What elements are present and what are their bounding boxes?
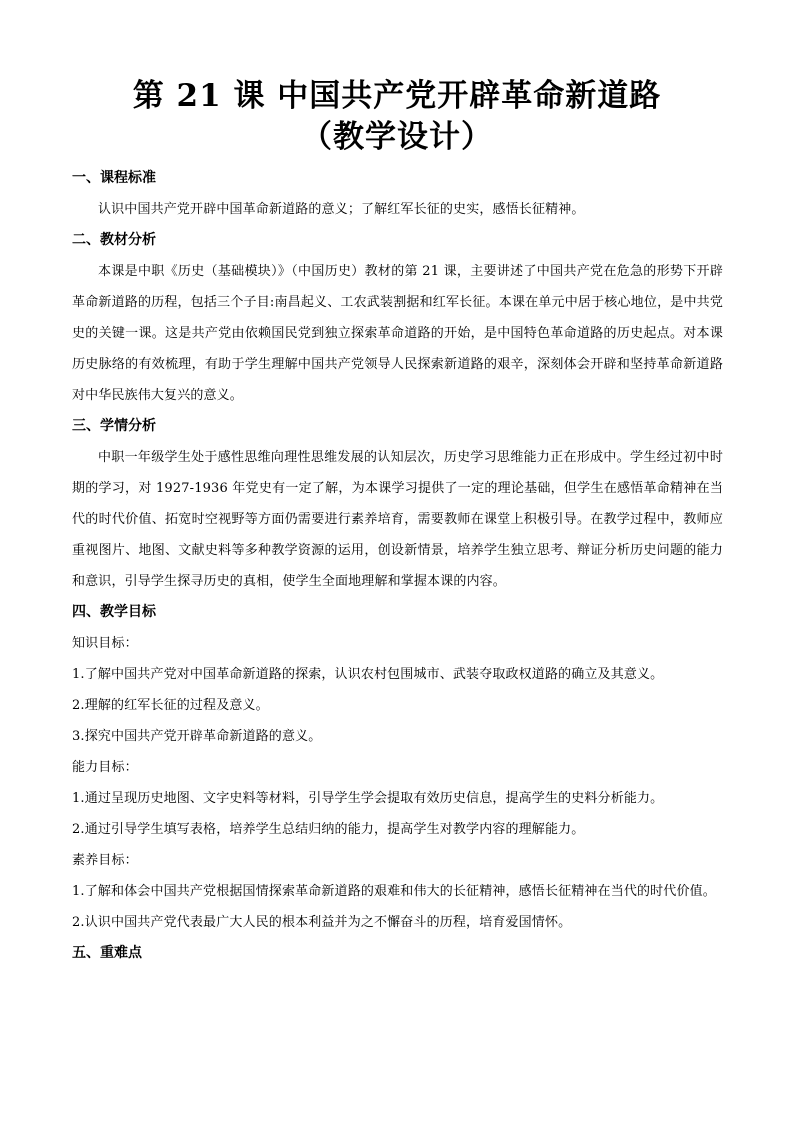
literacy-objective-item: 2.认识中国共产党代表最广大人民的根本利益并为之不懈奋斗的历程，培育爱国情怀。 [72, 915, 572, 930]
textbook-analysis-paragraph: 本课是中职《历史（基础模块）》（中国历史）教材的第 21 课，主要讲述了中国共产党在危急的形势下开辟革命新道路的历程，包括三个子目:南昌起义、工农武装割据和红军长征。本课在单元中居于核心地位，是中共党史的关键一课。这是共产党由依赖国民党到独立探索革命道路的开始，是中国特色革命道路的历史起点。对本课历史脉络的有效梳理，有助于学生理解中国共产党领导人民探索新道路的艰辛，深刻体会开辟和坚持革命新道路对中华民族伟大复兴的意义。 [72, 264, 723, 403]
section-heading-teaching-objectives: 四、教学目标 [72, 604, 156, 620]
knowledge-objective-item: 2.理解的红军长征的过程及意义。 [72, 698, 269, 713]
page-title: 第 21 课 中国共产党开辟革命新道路 [132, 78, 662, 114]
knowledge-objectives-label: 知识目标： [72, 636, 138, 651]
ability-objectives-label: 能力目标： [72, 760, 138, 775]
ability-objective-item: 2.通过引导学生填写表格，培养学生总结归纳的能力，提高学生对教学内容的理解能力。 [72, 822, 585, 837]
section-heading-student-analysis: 三、学情分析 [72, 418, 156, 434]
ability-objective-item: 1.通过呈现历史地图、文字史料等材料，引导学生学会提取有效历史信息，提高学生的史料分析能力。 [72, 791, 664, 806]
document-body [72, 163, 723, 969]
curriculum-standard-paragraph: 认识中国共产党开辟中国革命新道路的意义；了解红军长征的史实，感悟长征精神。 [98, 202, 585, 217]
knowledge-objective-item: 3.探究中国共产党开辟革命新道路的意义。 [72, 729, 322, 744]
section-heading-textbook-analysis: 二、教材分析 [72, 232, 156, 248]
section-heading-curriculum-standard: 一、课程标准 [72, 170, 156, 186]
page-subtitle: （教学设计） [301, 119, 493, 155]
student-analysis-paragraph: 中职一年级学生处于感性思维向理性思维发展的认知层次，历史学习思维能力正在形成中。学生经过初中时期的学习，对 1927-1936 年党史有一定了解，为本课学习提供了一定的理论基础，但学生在感悟革命精神在当代的时代价值、拓宽时空视野等方面仍需要进行素养培育，需要教师在课堂上积极引导。在教学过程中，教师应重视图片、地图、文献史料等多种教学资源的运用，创设新情景，培养学生独立思考、辩证分析历史问题的能力和意识，引导学生探寻历史的真相，使学生全面地理解和掌握本课的内容。 [72, 450, 723, 589]
literacy-objectives-label: 素养目标： [72, 853, 138, 868]
knowledge-objective-item: 1.了解中国共产党对中国革命新道路的探索，认识农村包围城市、武装夺取政权道路的确立及其意义。 [72, 667, 664, 682]
section-heading-key-difficult-points: 五、重难点 [72, 945, 142, 961]
literacy-objective-item: 1.了解和体会中国共产党根据国情探索革命新道路的艰难和伟大的长征精神，感悟长征精神在当代的时代价值。 [72, 884, 716, 899]
